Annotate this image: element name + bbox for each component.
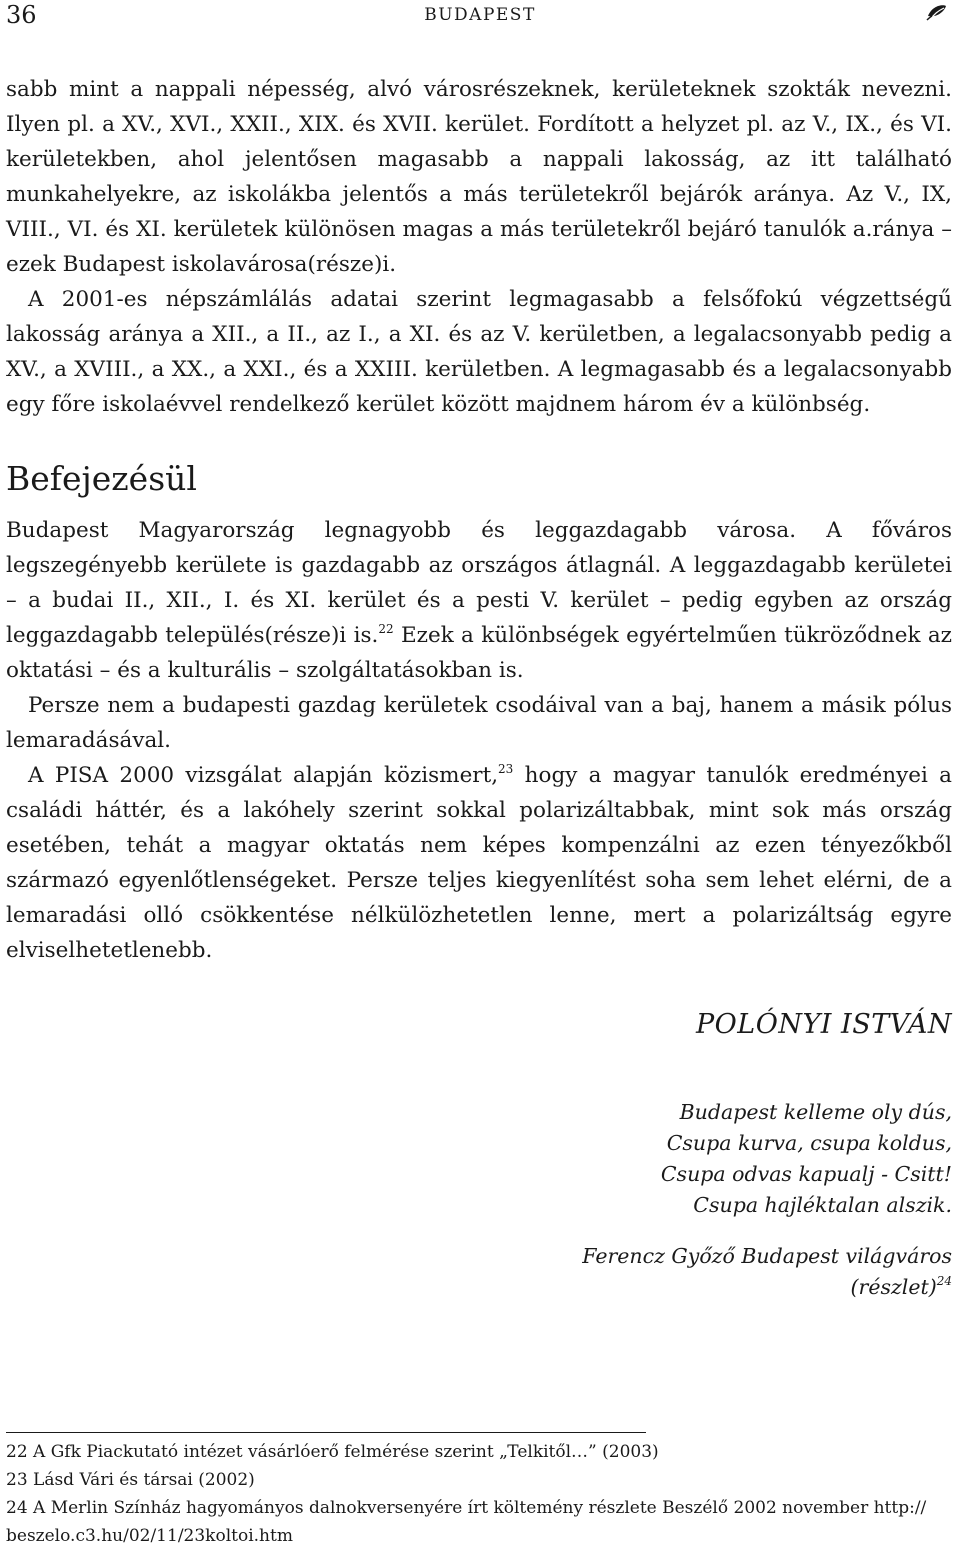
paragraph-conclusion-wealth	[6, 513, 952, 688]
footnote-divider	[6, 1432, 646, 1433]
paragraph-districts-commuters: sabb mint a nappali népesség, alvó városrészeknek, kerületeknek szokták nevezni. Ilyen pl. a XV., XVI., XXII., XIX. és XVII. kerület. Fordított a helyzet pl. az V., IX., és VI. kerületekben, ahol jelentősen magasabb a nappali lakosság, az itt található munkahelyekre, az iskolákba jelentős a más területekről bejárók aránya. Az V., IX, VIII., VI. és XI. kerületek különösen magas a más területekről bejáró tanulók a.ránya – ezek Budapest iskolavárosa(része)i.	[6, 77, 952, 277]
paragraph-census-education: A 2001-es népszámlálás adatai szerint legmagasabb a felsőfokú végzettségű lakosság aránya a XII., a II., az I., a XI. és az V. kerületben, a legalacsonyabb pedig a XV., a XVIII., a XX., a XXI., és a XXIII. kerületben. A legmagasabb és a legalacsonyabb egy főre iskolaévvel rendelkező kerület között majdnem három év a különbség.	[6, 287, 952, 417]
poem-source-title: Ferencz Győző Budapest világváros	[582, 1244, 952, 1268]
paragraph-text: A PISA 2000 vizsgálat alapján közismert,	[28, 763, 499, 788]
footnote-22: 22 A Gfk Piackutató intézet vásárlóerő felmérése szerint „Telkitől…” (2003)	[6, 1442, 659, 1462]
page-number: 36	[6, 1, 37, 29]
paragraph-pisa	[6, 758, 952, 968]
poem-line: Csupa kurva, csupa koldus,	[666, 1131, 952, 1155]
paragraph-text: Ezek a különbségek egyértelműen tükröződnek az oktatási – és a kulturális – szolgáltatásokban is.	[6, 623, 952, 683]
running-head: BUDAPEST	[424, 5, 536, 25]
leaf-ornament-icon	[926, 2, 948, 27]
paragraph-other-pole: Persze nem a budapesti gazdag kerületek csodáival van a baj, hanem a másik pólus lemaradásával.	[6, 693, 952, 753]
paragraph-text: Budapest Magyarország legnagyobb és leggazdagabb városa. A főváros legszegényebb kerülete is gazdagabb az országos átlagnál. A leggazdagabb kerületei – a budai II., XII., I. és XI. kerület és a pesti V. kerület – pedig egyben az ország leggazdagabb település(része)i is.	[6, 518, 952, 648]
paragraph-text: hogy a magyar tanulók eredményei a családi háttér, és a lakóhely szerint sokkal polarizáltabbak, mint sok más ország esetében, tehát a magyar oktatás nem képes kompenzálni az ezen tényezőkből származó egyenlőtlenségeket. Persze teljes kiegyenlítést soha sem lehet elérni, de a lemaradási olló csökkentése nélkülözhetetlen lenne, mert a polarizáltság egyre elviselhetetlenebb.	[6, 763, 952, 963]
author-name: POLÓNYI ISTVÁN	[695, 1009, 952, 1040]
poem-line: Csupa odvas kapualj - Csitt!	[660, 1162, 952, 1186]
article-body	[6, 72, 952, 1303]
footnote-24: 24 A Merlin Színház hagyományos dalnokversenyére írt költemény részlete Beszélő 2002 november http:// beszelo.c3.hu/02/11/23koltoi.htm	[6, 1498, 927, 1546]
poem-source-note	[6, 1272, 952, 1303]
footnote-ref-22: 22	[378, 622, 394, 636]
section-heading: Befejezésül	[6, 459, 197, 498]
poem-line: Csupa hajléktalan alszik.	[693, 1193, 952, 1217]
poem-excerpt	[6, 1097, 952, 1221]
poem-line: Budapest kelleme oly dús,	[679, 1100, 952, 1124]
footnote-ref-24: 24	[936, 1274, 952, 1288]
poem-source	[6, 1241, 952, 1303]
poem-source-excerpt: (részlet)	[850, 1275, 937, 1299]
page-header	[0, 0, 960, 34]
footnote-ref-23: 23	[498, 762, 514, 776]
footnotes	[6, 1438, 952, 1550]
footnote-23: 23 Lásd Vári és társai (2002)	[6, 1470, 255, 1490]
